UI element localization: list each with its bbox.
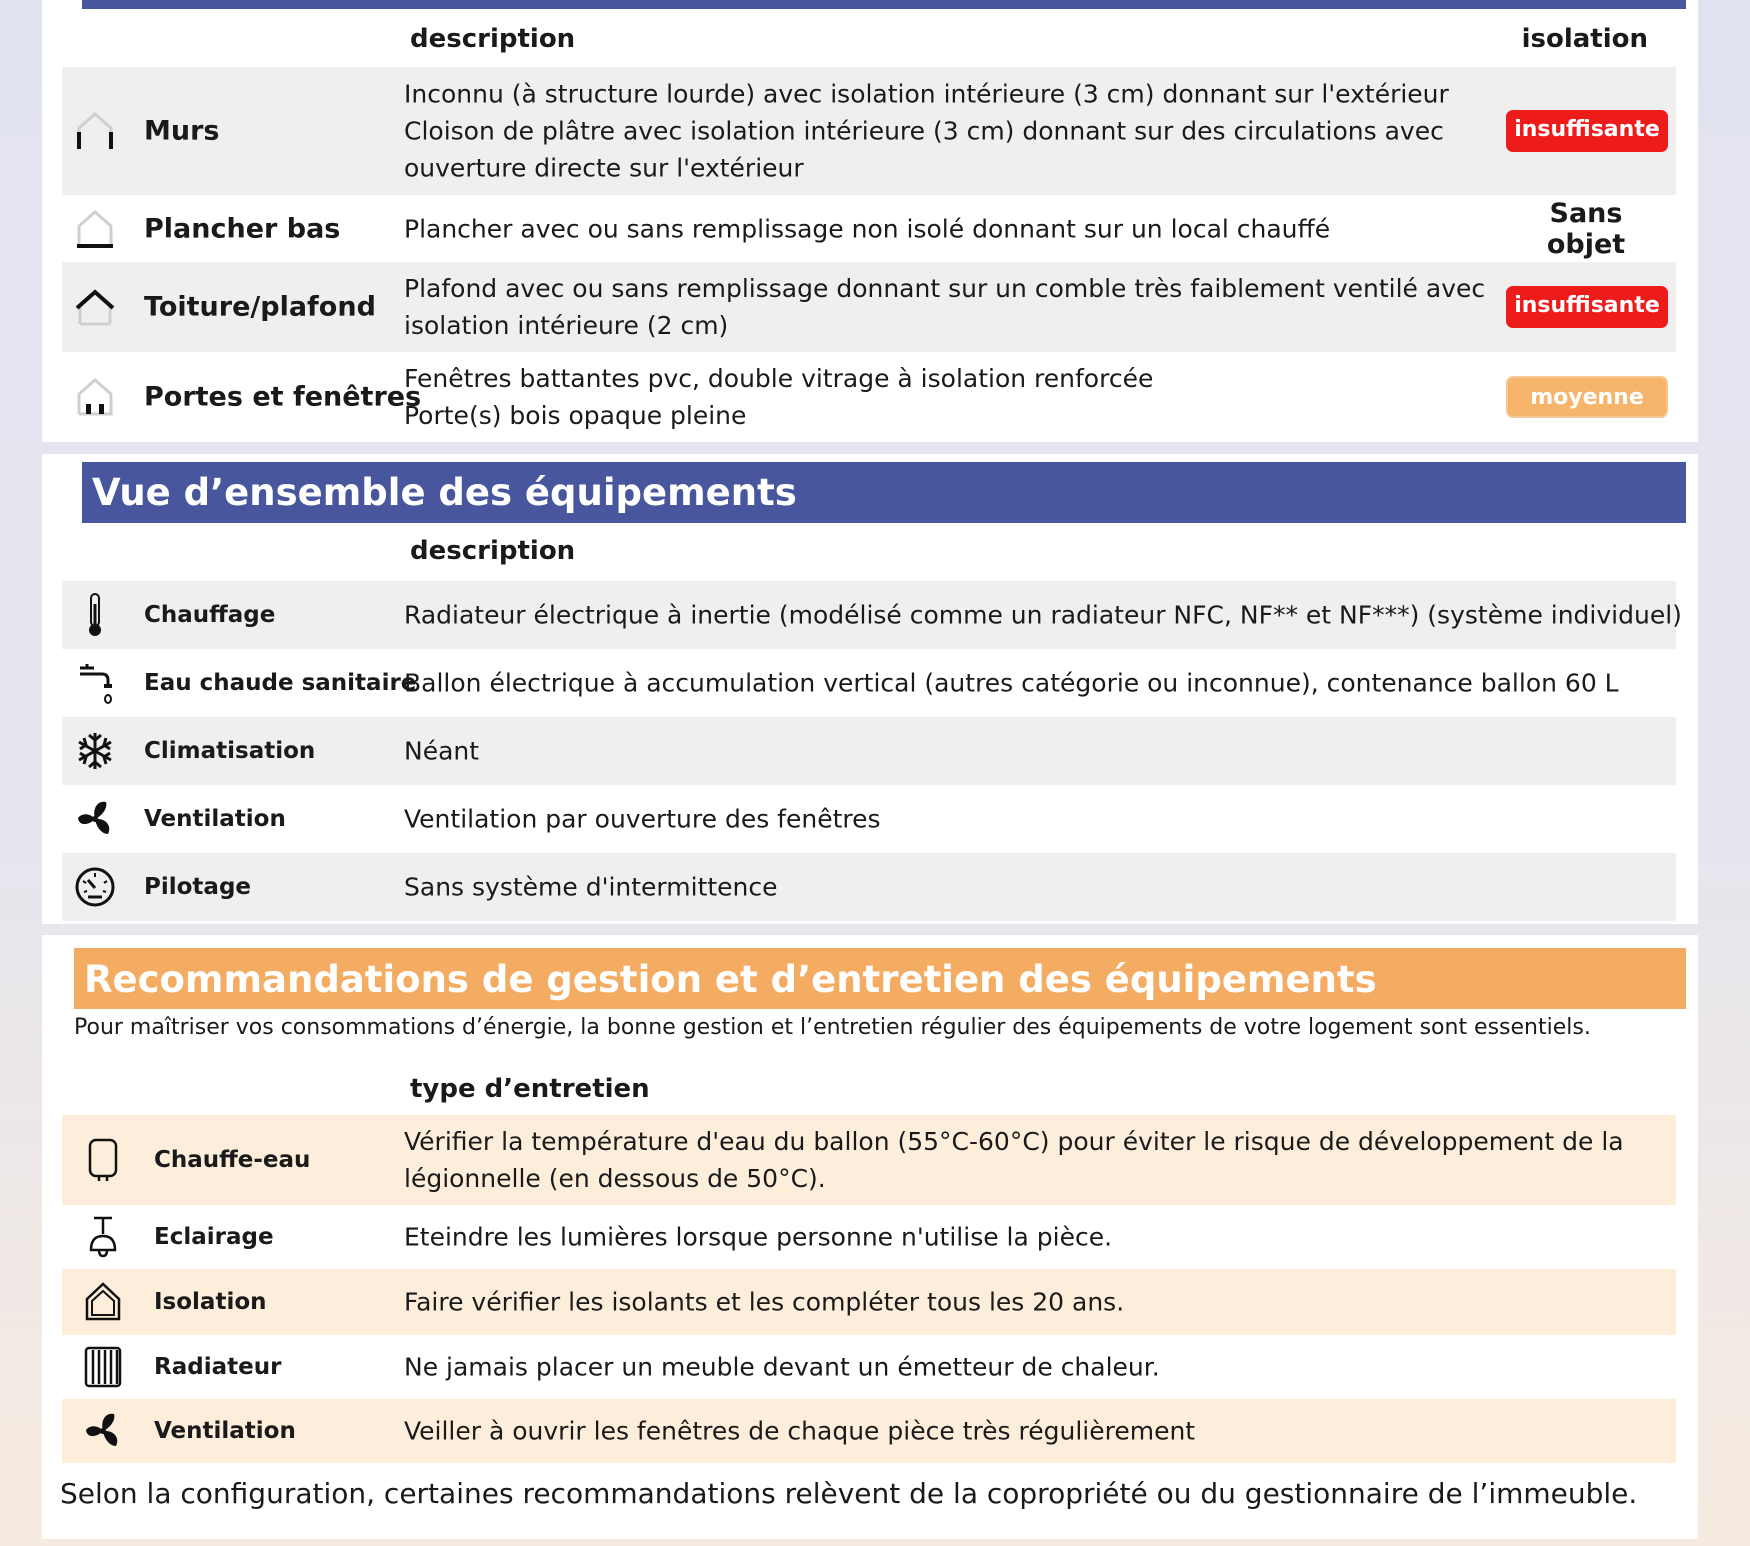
envelope-label: Plancher bas: [144, 213, 341, 244]
floor-house-icon: [74, 206, 116, 252]
lamp-icon: [82, 1214, 124, 1260]
fan-icon: [74, 796, 116, 842]
desc-line: Eteindre les lumières lorsque personne n'utilise la pièce.: [404, 1222, 1113, 1252]
envelope-desc: [404, 270, 1485, 344]
maintenance-label: Radiateur: [154, 1354, 282, 1380]
maintenance-note: Selon la configuration, certaines recommandations relèvent de la copropriété ou du gestionnaire de l’immeuble.: [60, 1477, 1638, 1510]
radiator-icon: [82, 1344, 124, 1390]
maintenance-desc: [404, 1413, 1195, 1450]
envelope-label: Toiture/plafond: [144, 291, 376, 323]
desc-line: Veiller à ouvrir les fenêtres de chaque pièce très régulièrement: [404, 1416, 1196, 1446]
envelope-row-toiture: [62, 262, 1676, 352]
desc-line: Porte(s) bois opaque pleine: [404, 401, 747, 430]
desc-line: ouverture directe sur l'extérieur: [404, 153, 804, 183]
maintenance-intro: Pour maîtriser vos consommations d’énergie, la bonne gestion et l’entretien régulier des équipements de votre logement sont essentiels.: [74, 1015, 1591, 1040]
gauge-icon: [74, 864, 116, 910]
envelope-section: [42, 0, 1698, 442]
envelope-label: Portes et fenêtres: [144, 381, 422, 413]
equipment-title: Vue d’ensemble des équipements: [82, 462, 1686, 523]
equipment-desc: Radiateur électrique à inertie (modélisé comme un radiateur NFC, NF** et NF***) (système individuel): [404, 600, 1682, 630]
maintenance-desc: [404, 1219, 1112, 1256]
equipment-desc: Ventilation par ouverture des fenêtres: [404, 804, 881, 834]
equipment-label: Climatisation: [144, 738, 316, 764]
maintenance-label: Eclairage: [154, 1224, 274, 1250]
fan-icon: [82, 1408, 124, 1454]
status-badge: moyenne: [1506, 376, 1668, 418]
equipment-row-ventilation: [62, 785, 1676, 853]
equipment-section: [42, 454, 1698, 924]
maintenance-desc: [404, 1123, 1624, 1197]
envelope-desc: [404, 360, 1153, 434]
maintenance-label: Ventilation: [154, 1418, 296, 1444]
equipment-desc: Ballon électrique à accumulation vertical (autres catégorie ou inconnue), contenance ballon 60 L: [404, 668, 1619, 698]
snowflake-icon: [74, 728, 116, 774]
envelope-banner: [82, 0, 1686, 9]
envelope-row-plancher: [62, 195, 1676, 262]
description-header: description: [410, 536, 576, 566]
maintenance-row-eclairage: [62, 1205, 1676, 1269]
desc-line: Inconnu (à structure lourde) avec isolation intérieure (3 cm) donnant sur l'extérieur: [404, 79, 1449, 109]
equipment-label: Chauffage: [144, 602, 276, 628]
faucet-icon: [74, 660, 116, 706]
equipment-desc: Sans système d'intermittence: [404, 872, 778, 902]
equipment-label: Ventilation: [144, 806, 286, 832]
desc-line: Vérifier la température d'eau du ballon (55°C-60°C) pour éviter le risque de développement de la: [404, 1127, 1624, 1156]
roof-house-icon: [74, 284, 116, 330]
equipment-row-chauffage: [62, 581, 1682, 649]
thermometer-icon: [74, 592, 116, 638]
envelope-label: Murs: [144, 115, 220, 147]
maintenance-label: Isolation: [154, 1289, 267, 1315]
isolation-header: isolation: [1521, 24, 1648, 54]
status-badge: insuffisante: [1506, 286, 1668, 328]
equipment-label: Pilotage: [144, 874, 252, 900]
equipment-row-ecs: [62, 649, 1676, 717]
desc-line: Plancher avec ou sans remplissage non isolé donnant sur un local chauffé: [404, 214, 1331, 243]
desc-line: légionnelle (en dessous de 50°C).: [404, 1164, 826, 1193]
envelope-desc: [404, 76, 1449, 187]
desc-line: Ne jamais placer un meuble devant un émetteur de chaleur.: [404, 1352, 1160, 1382]
maintenance-label: Chauffe-eau: [154, 1147, 311, 1173]
status-text: Sans objet: [1546, 197, 1626, 260]
desc-line: Faire vérifier les isolants et les compléter tous les 20 ans.: [404, 1287, 1125, 1317]
maintenance-row-chauffe-eau: [62, 1115, 1676, 1205]
house-outline-icon: [82, 1279, 124, 1325]
maintenance-section: [42, 935, 1698, 1539]
maintenance-title: Recommandations de gestion et d’entretien des équipements: [74, 948, 1686, 1009]
status-badge: insuffisante: [1506, 110, 1668, 152]
envelope-row-murs: [62, 67, 1676, 195]
maintenance-desc: [404, 1349, 1160, 1386]
maintenance-type-header: type d’entretien: [410, 1074, 650, 1104]
desc-line: Fenêtres battantes pvc, double vitrage à isolation renforcée: [404, 364, 1154, 393]
maintenance-desc: [404, 1284, 1124, 1321]
maintenance-row-isolation: [62, 1269, 1676, 1335]
desc-line: Plafond avec ou sans remplissage donnant sur un comble très faiblement ventilé avec: [404, 274, 1486, 303]
equipment-row-climatisation: [62, 717, 1676, 785]
water-heater-icon: [82, 1137, 124, 1183]
equipment-label: Eau chaude sanitaire: [144, 670, 417, 696]
equipment-row-pilotage: [62, 853, 1676, 921]
desc-line: Cloison de plâtre avec isolation intérieure (3 cm) donnant sur des circulations avec: [404, 116, 1444, 146]
maintenance-row-ventilation: [62, 1399, 1676, 1463]
door-house-icon: [74, 374, 116, 420]
description-header: description: [410, 24, 576, 54]
envelope-row-portes: [62, 352, 1676, 442]
desc-line: isolation intérieure (2 cm): [404, 311, 729, 340]
maintenance-row-radiateur: [62, 1335, 1676, 1399]
equipment-desc: Néant: [404, 736, 480, 766]
wall-house-icon: [74, 108, 116, 154]
envelope-desc: [404, 210, 1330, 247]
